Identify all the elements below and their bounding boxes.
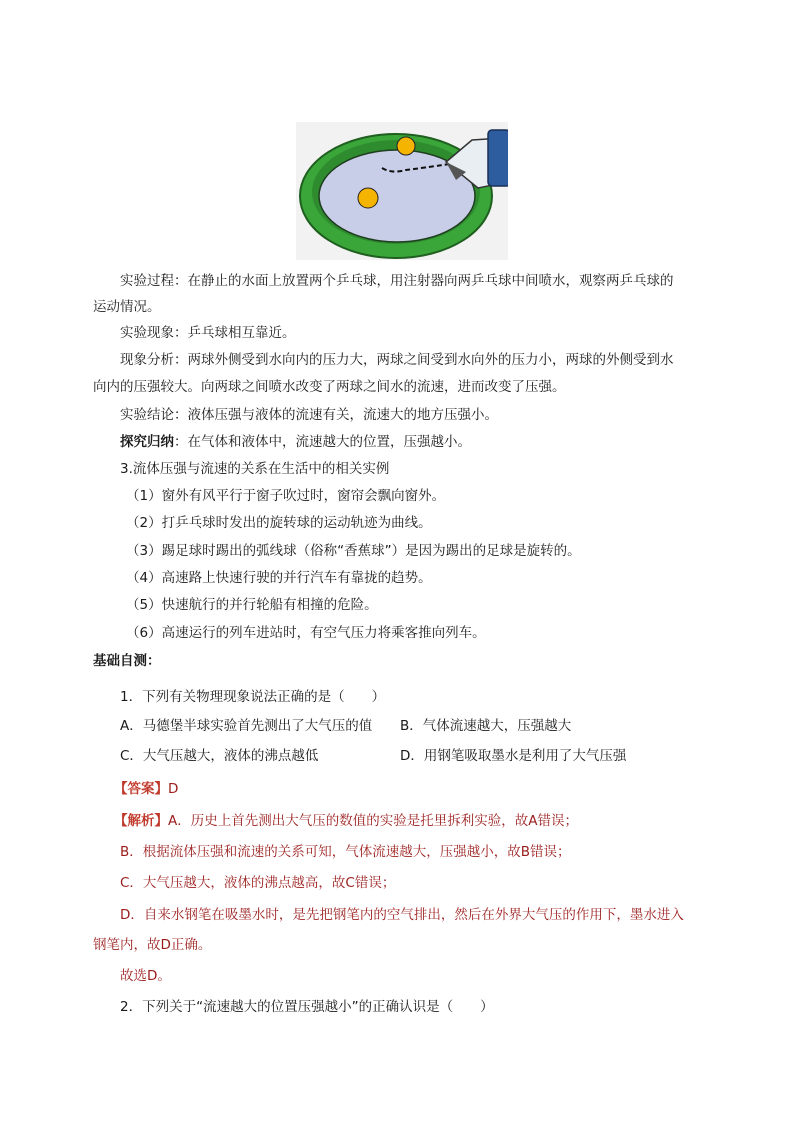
question-1-option-a: A．马德堡半球实验首先测出了大气压的值 [120,718,373,734]
experiment-phenomenon: 实验现象：乒乓球相互靠近。 [120,325,296,341]
ping-pong-ball [397,137,415,155]
experiment-illustration [296,122,508,260]
phenomenon-analysis-line-2: 向内的压强较大。向两球之间喷水改变了两球之间水的流速，进而改变了压强。 [93,379,566,395]
question-1-analysis-b: B．根据流体压强和流速的关系可知，气体流速越大，压强越小，故B错误； [120,844,571,860]
answer-value: D [168,781,179,797]
question-1-analysis-a [114,811,578,831]
example-item: （4）高速路上快速行驶的并行汽车有靠拢的趋势。 [126,570,432,586]
question-1-option-b: B．气体流速越大，压强越大 [400,718,572,734]
inquiry-summary [120,432,471,452]
experiment-process-line-2: 运动情况。 [93,299,161,315]
question-1-analysis-d-line-2: 钢笔内，故D正确。 [93,937,212,953]
question-1-analysis-c: C．大气压越大，液体的沸点越高，故C错误； [120,875,396,891]
self-test-heading: 基础自测： [93,653,161,669]
analysis-tag: 【解析】 [114,813,168,829]
inquiry-summary-label: 探究归纳 [120,434,174,450]
question-2-stem: 2．下列关于“流速越大的位置压强越小”的正确认识是（ ） [120,999,494,1015]
section-3-title: 3.流体压强与流速的关系在生活中的相关实例 [120,461,390,477]
experiment-process-line-1: 实验过程：在静止的水面上放置两个乒乓球，用注射器向两乒乓球中间喷水，观察两乒乓球的 [120,273,674,289]
answer-tag: 【答案】 [114,781,168,797]
question-1-choice: 故选D。 [120,968,171,984]
example-item: （2）打乒乓球时发出的旋转球的运动轨迹为曲线。 [126,515,432,531]
example-item: （1）窗外有风平行于窗子吹过时，窗帘会飘向窗外。 [126,488,446,504]
experiment-conclusion: 实验结论：液体压强与液体的流速有关，流速大的地方压强小。 [120,407,498,423]
analysis-a-text: A．历史上首先测出大气压的数值的实验是托里拆利实验，故A错误； [168,813,578,829]
question-1-analysis-d-line-1: D．自来水钢笔在吸墨水时，是先把钢笔内的空气排出，然后在外界大气压的作用下，墨水进入 [120,907,684,923]
ping-pong-ball [358,188,378,208]
question-1-answer [114,779,178,799]
phenomenon-analysis-line-1: 现象分析：两球外侧受到水向内的压力大，两球之间受到水向外的压力小，两球的外侧受到水 [120,352,674,368]
inquiry-summary-text: ：在气体和液体中，流速越大的位置，压强越小。 [174,434,471,450]
question-1-stem: 1．下列有关物理现象说法正确的是（ ） [120,689,386,705]
question-1-option-c: C．大气压越大，液体的沸点越低 [120,748,319,764]
example-item: （5）快速航行的并行轮船有相撞的危险。 [126,597,378,613]
question-1-option-d: D．用钢笔吸取墨水是利用了大气压强 [400,748,627,764]
example-item: （6）高速运行的列车进站时，有空气压力将乘客推向列车。 [126,625,486,641]
example-item: （3）踢足球时踢出的弧线球（俗称“香蕉球”）是因为踢出的足球是旋转的。 [126,543,581,559]
